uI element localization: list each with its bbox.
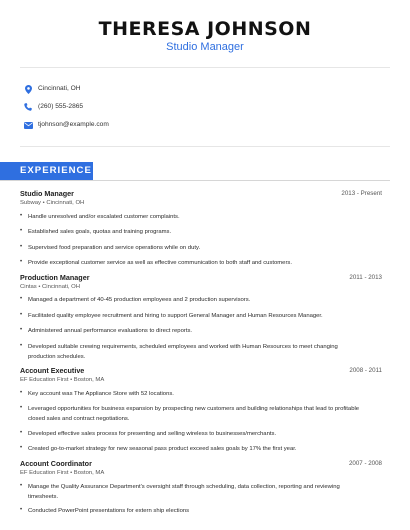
job-location: Boston, MA [73, 470, 105, 476]
section-divider [0, 180, 390, 181]
job-title: Account Coordinator [20, 459, 92, 468]
job-location: Boston, MA [73, 377, 105, 383]
job-location: Cincinnati, OH [46, 200, 85, 206]
job-dates: 2007 - 2008 [348, 460, 382, 467]
job-bullet: • Facilitated quality employee recruitment and hiring to support General Manager and Human Resources Manager. [20, 312, 323, 319]
job-bullet: • Manage the Quality Assurance Department's oversight staff through scheduling, data collection, reporting and reviewing timesheets. [20, 483, 340, 500]
phone-icon [20, 100, 36, 114]
job-bullet: • Handle unresolved and/or escalated customer complaints. [20, 213, 180, 220]
job-title: Account Executive [20, 366, 85, 375]
contact-location-text: Cincinnati, OH [38, 85, 81, 92]
job-bullet: • Developed sultable crewing requirements, scheduled employees and worked with Human Resources to meet changing production schedules. [20, 343, 338, 360]
meta-separator: • [42, 200, 47, 206]
contact-location [20, 82, 390, 96]
job-bullet: • Developed effective sales process for presenting and selling wireless to businesses/merchants. [20, 430, 277, 437]
job-bullet: • Managed a department of 40-45 production employees and 2 production supervisors. [20, 296, 251, 303]
job-bullet: • Established sales goals, quotas and training programs. [20, 228, 172, 235]
job-company-location [20, 376, 104, 385]
job-bullet: • Administered annual performance evaluations to direct reports. [20, 327, 193, 334]
candidate-name: THERESA JOHNSON [98, 18, 312, 40]
contact-phone-text: (260) 555-2865 [38, 103, 84, 110]
candidate-role: Studio Manager [166, 41, 244, 53]
location-pin-icon [20, 82, 36, 96]
job-bullet: • Leveraged opportunities for business expansion by prospecting new customers and building relationships that lead to profitable closed sales and contract negotiations. [20, 405, 360, 422]
job-dates: 2013 - Present [341, 190, 382, 197]
job-company: EF Education First [20, 470, 69, 476]
contact-phone [20, 100, 390, 114]
envelope-icon [20, 118, 36, 132]
job-location: Cincinnati, OH [42, 284, 81, 290]
job-bullet: • Key account was The Appliance Store with 52 locations. [20, 390, 174, 397]
contact-divider [20, 146, 390, 147]
contact-email-text[interactable]: tjohnson@example.com [38, 121, 109, 128]
job-company-location [20, 199, 84, 208]
job-bullet: • Supervised food preparation and service operations while on duty. [20, 244, 201, 251]
job-company: Cintas [20, 284, 37, 290]
job-title: Studio Manager [20, 189, 74, 198]
header-divider [20, 67, 390, 68]
section-heading-experience: EXPERIENCE [0, 162, 93, 180]
meta-separator: • [70, 470, 74, 476]
job-bullet: • Created go-to-market strategy for new seasonal pass product exceed sales goals by 17% the first year. [20, 445, 297, 452]
job-title: Production Manager [20, 273, 90, 282]
job-company-location [20, 469, 104, 478]
contact-email[interactable] [20, 118, 390, 132]
job-dates: 2008 - 2011 [349, 367, 382, 374]
meta-separator: • [38, 284, 43, 290]
job-company: EF Education First [20, 377, 69, 383]
job-bullet: • Provide exceptional customer service as well as effective communication to both staff and customers. [20, 259, 293, 266]
meta-separator: • [70, 377, 74, 383]
job-dates: 2011 - 2013 [349, 274, 382, 281]
job-company: Subway [20, 200, 41, 206]
job-bullet: • Conducted PowerPoint presentations for extern ship elections [20, 507, 190, 514]
job-company-location [20, 283, 80, 292]
